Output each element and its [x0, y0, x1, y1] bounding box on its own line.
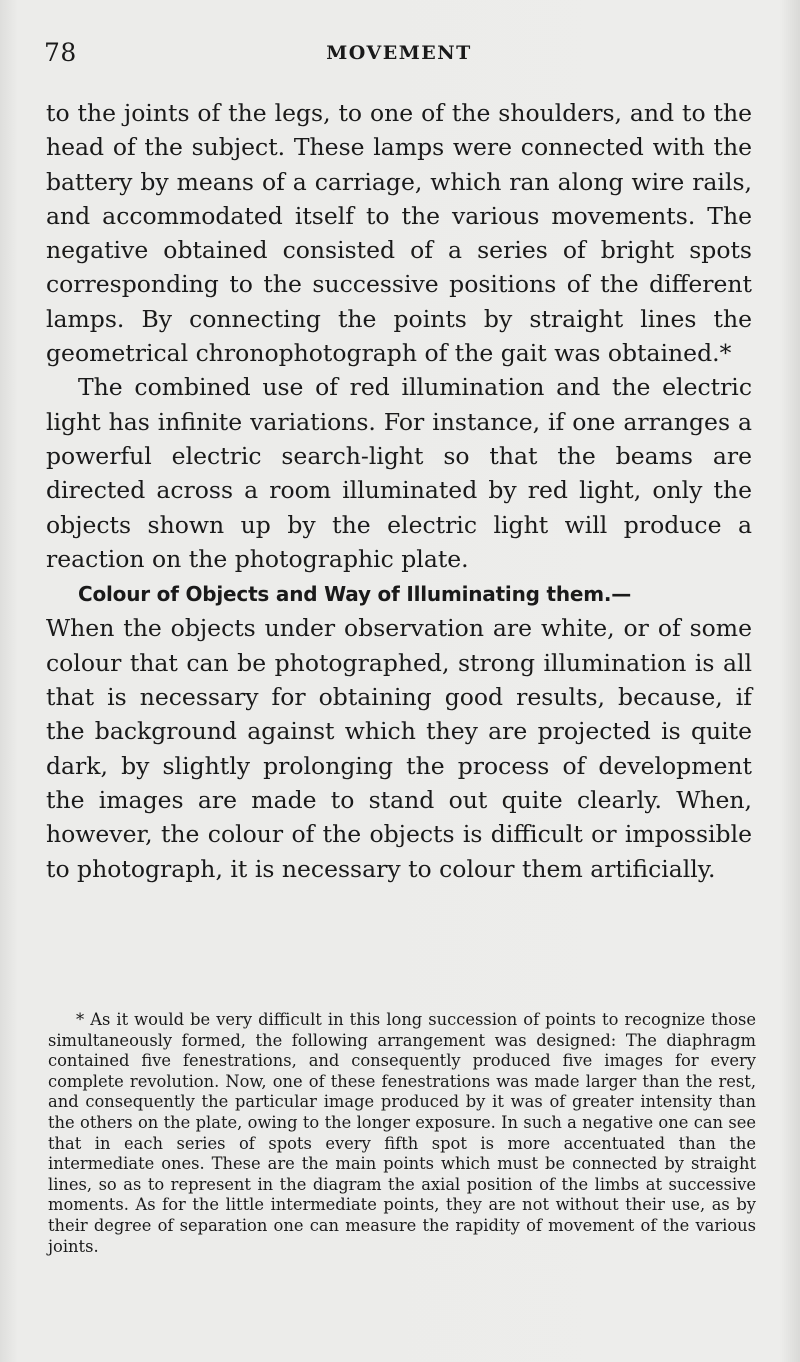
page-number: 78	[44, 38, 77, 67]
section-heading: Colour of Objects and Way of Illuminating them.—	[78, 582, 632, 607]
body-text	[46, 96, 752, 886]
paragraph-colour-text: When the objects under observation are white, or of some colour that can be photographed, strong illumination is all that is necessary for obtaining good results, because, if the background against which they are projected is quite dark, by slightly prolonging the process of development the images are made to stand out quite clearly. When, however, the colour of the objects is difficult or impossible to photograph, it is necessary to colour them artificially.	[46, 614, 752, 883]
running-title: MOVEMENT	[326, 42, 472, 64]
running-head	[44, 36, 754, 70]
paragraph-continuation: to the joints of the legs, to one of the shoulders, and to the head of the subject. These lamps were connected with the battery by means of a carriage, which ran along wire rails, and accommodated itself to the various movements. The negative obtained consisted of a series of bright spots corresponding to the successive positions of the different lamps. By connecting the points by straight lines the geometrical chronophotograph of the gait was obtained.*	[46, 99, 752, 368]
paragraph-red-illumination: The combined use of red illumination and the electric light has infinite variations. For instance, if one arranges a powerful electric search-light so that the beams are directed across a room illuminated by red light, only the objects shown up by the electric light will produce a reaction on the photographic plate.	[46, 373, 752, 573]
footnote	[48, 1010, 756, 1257]
paragraph-colour-of-objects	[46, 576, 752, 886]
footnote-text: * As it would be very difficult in this long succession of points to recognize those simultaneously formed, the following arrangement was designed: The diaphragm contained five fenestrations, and consequently produced five images for every complete revolution. Now, one of these fenestrations was made larger than the rest, and consequently the particular image produced by it was of greater intensity than the others on the plate, owing to the longer exposure. In such a negative one can see that in each series of spots every fifth spot is more accentuated than the intermediate ones. These are the main points which must be connected by straight lines, so as to represent in the diagram the axial position of the limbs at successive moments. As for the little intermediate points, they are not without their use, as by their degree of separation one can measure the rapidity of movement of the various joints.	[48, 1010, 756, 1256]
